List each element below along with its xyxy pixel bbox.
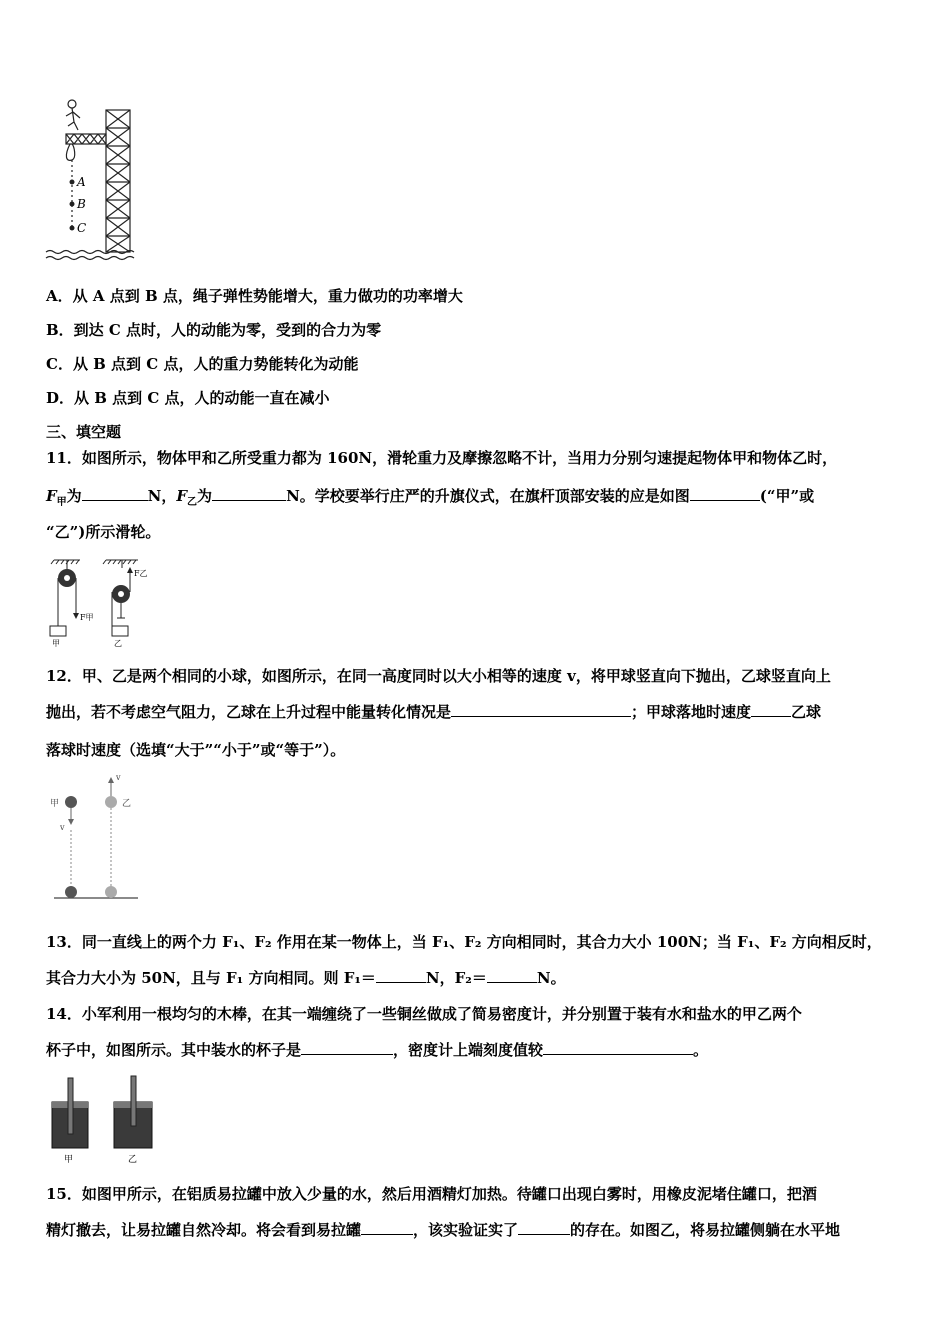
q12-line1: 12．甲、乙是两个相同的小球，如图所示，在同一高度同时以大小相等的速度 v，将甲球竖直向下抛出，乙球竖直向上: [46, 667, 831, 685]
q11-line1: 11．如图所示，物体甲和乙所受重力都为 160N，滑轮重力及摩擦忽略不计，当用力分别匀速提起物体甲和物体乙时，: [46, 449, 838, 467]
f-yi-label: F乙: [134, 569, 148, 578]
ball-yi-label: 乙: [122, 799, 132, 809]
q12-line3: 落球时速度（选填“大于”“小于”或“等于”）。: [46, 741, 346, 759]
q10-option-d: D．从 B 点到 C 点，人的动能一直在减小: [46, 389, 330, 407]
pulley-figure: [46, 556, 156, 648]
v-down-label: v: [60, 823, 65, 832]
box-jia-label: 甲: [52, 639, 60, 648]
label-a: A: [77, 175, 86, 189]
balls-figure: [46, 770, 146, 902]
q13-line2: 其合力大小为 50N，且与 F₁ 方向相同。则 F₁＝ N，F₂＝ N。: [46, 969, 566, 987]
ball-jia-label: 甲: [50, 799, 60, 809]
q10-option-a: A．从 A 点到 B 点，绳子弹性势能增大，重力做功的功率增大: [46, 287, 463, 305]
q14-line1: 14．小军利用一根均匀的木棒，在其一端缠绕了一些铜丝做成了简易密度计，并分别置于装有水和盐水的甲乙两个: [46, 1005, 802, 1023]
q13-line1: 13．同一直线上的两个力 F₁、F₂ 作用在某一物体上，当 F₁、F₂ 方向相同时，其合力大小 100N；当 F₁、F₂ 方向相反时，: [46, 933, 882, 951]
q15-line1: 15．如图甲所示，在铝质易拉罐中放入少量的水，然后用酒精灯加热。待罐口出现白雾时，用橡皮泥堵住罐口，把酒: [46, 1185, 817, 1203]
q11-line3: “乙”)所示滑轮。: [46, 523, 161, 541]
bungee-figure: [44, 96, 136, 264]
q10-option-b: B．到达 C 点时，人的动能为零，受到的合力为零: [46, 321, 382, 339]
box-yi-label: 乙: [114, 639, 122, 648]
f-jia-label: F甲: [80, 613, 94, 622]
q11-line2: $F_甲$为 N，$F_乙$为 N。学校要举行庄严的升旗仪式，在旗杆顶部安装的应是如图 (“甲”或: [46, 487, 815, 508]
v-up-label: v: [116, 773, 121, 782]
q15-line2: 精灯撤去，让易拉罐自然冷却。将会看到易拉罐 ，该实验证实了 的存在。如图乙，将易拉罐侧躺在水平地: [46, 1221, 841, 1239]
label-c: C: [77, 221, 87, 235]
q12-line2: 抛出，若不考虑空气阻力，乙球在上升过程中能量转化情况是 ；甲球落地时速度 乙球: [46, 703, 822, 721]
cups-figure: [48, 1074, 168, 1166]
label-b: B: [77, 197, 86, 211]
cup-yi-label: 乙: [128, 1155, 138, 1165]
cup-jia-label: 甲: [64, 1155, 74, 1165]
section-heading: 三、填空题: [46, 423, 122, 441]
q10-option-c: C．从 B 点到 C 点，人的重力势能转化为动能: [46, 355, 359, 373]
q14-line2: 杯子中，如图所示。其中装水的杯子是 ，密度计上端刻度值较 。: [46, 1041, 709, 1059]
